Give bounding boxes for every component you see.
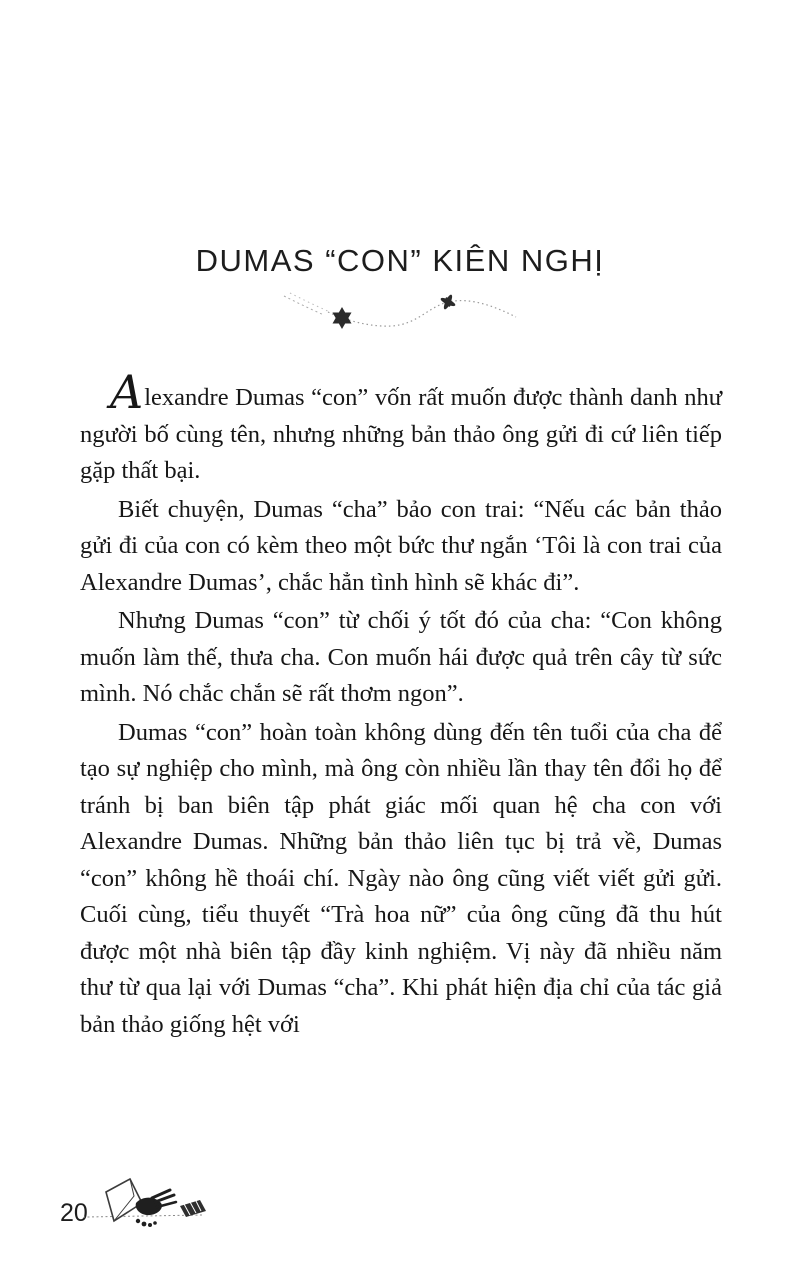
paragraph-2: Biết chuyện, Dumas “cha” bảo con trai: “Nếu các bản thảo gửi đi của con có kèm theo một bức thư ngắn ‘Tôi là con trai của Alexandre Dumas’, chắc hẳn tình hình sẽ khác đi”. <box>80 495 722 596</box>
title-divider <box>0 290 800 337</box>
chapter-title: DUMAS “CON” KIÊN NGHỊ <box>195 243 605 278</box>
star-flourish-icon <box>280 290 520 332</box>
page-number: 20 <box>60 1199 88 1227</box>
quill-ink-sketch-icon <box>84 1176 234 1232</box>
paragraph-4: Dumas “con” hoàn toàn không dùng đến tên tuổi của cha để tạo sự nghiệp cho mình, mà ông còn nhiều lần thay tên đổi họ để tránh bị ban biên tập phát giác mối quan hệ cha con với Alexandre Dumas. Những bản thảo liên tục bị trả về, Dumas “con” không hề thoái chí. Ngày nào ông cũng viết viết gửi gửi. Cuối cùng, tiểu thuyết “Trà hoa nữ” của ông cũng đã thu hút được một nhà biên tập đầy kinh nghiệm. Vị này đã nhiều năm thư từ qua lại với Dumas “cha”. Khi phát hiện địa chỉ của tác giả bản thảo giống hệt với <box>80 718 722 1038</box>
paragraph-1 <box>80 365 722 490</box>
drop-cap: A <box>110 365 144 419</box>
page-footer <box>60 1176 234 1232</box>
paragraph-3: Nhưng Dumas “con” từ chối ý tốt đó của cha: “Con không muốn làm thế, thưa cha. Con muốn hái được quả trên cây từ sức mình. Nó chắc chắn sẽ rất thơm ngon”. <box>80 607 722 707</box>
body-text <box>80 365 722 1045</box>
paragraph-1-text: lexandre Dumas “con” vốn rất muốn được thành danh như người bố cùng tên, nhưng những bản thảo ông gửi đi cứ liên tiếp gặp thất bại. <box>80 384 722 484</box>
